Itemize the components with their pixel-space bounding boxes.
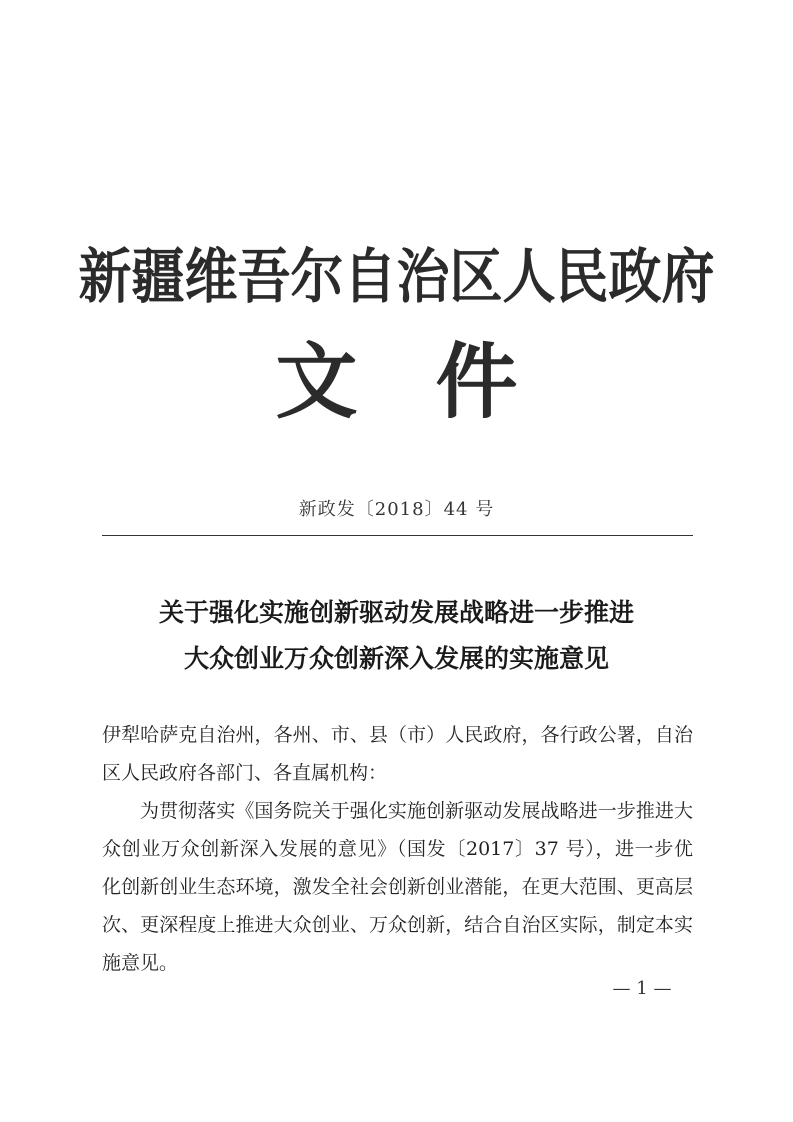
document-title	[0, 590, 793, 682]
document-number: 新政发〔2018〕44 号	[298, 499, 495, 520]
document-word-char-2: 件	[435, 335, 518, 430]
issuer-heading: 新疆维吾尔自治区人民政府	[78, 243, 715, 312]
document-body	[102, 716, 693, 982]
document-word-char-1: 文	[275, 335, 358, 430]
body-paragraph-1: 为贯彻落实《国务院关于强化实施创新驱动发展战略进一步推进大众创业万众创新深入发展的意见》（国发〔2017〕37 号），进一步优化创新创业生态环境，激发全社会创新创业潜能，在更大范围、更高层次、更深程度上推进大众创业、万众创新，结合自治区实际，制定本实施意见。	[102, 800, 693, 974]
title-line-1: 关于强化实施创新驱动发展战略进一步推进	[158, 598, 634, 627]
page-number: — 1 —	[612, 978, 672, 999]
recipients-paragraph: 伊犁哈萨克自治州，各州、市、县（市）人民政府，各行政公署，自治区人民政府各部门、各直属机构：	[102, 724, 693, 784]
header-separator-line	[102, 535, 693, 536]
document-word-heading	[0, 335, 793, 431]
title-line-2: 大众创业万众创新深入发展的实施意见	[183, 644, 609, 673]
